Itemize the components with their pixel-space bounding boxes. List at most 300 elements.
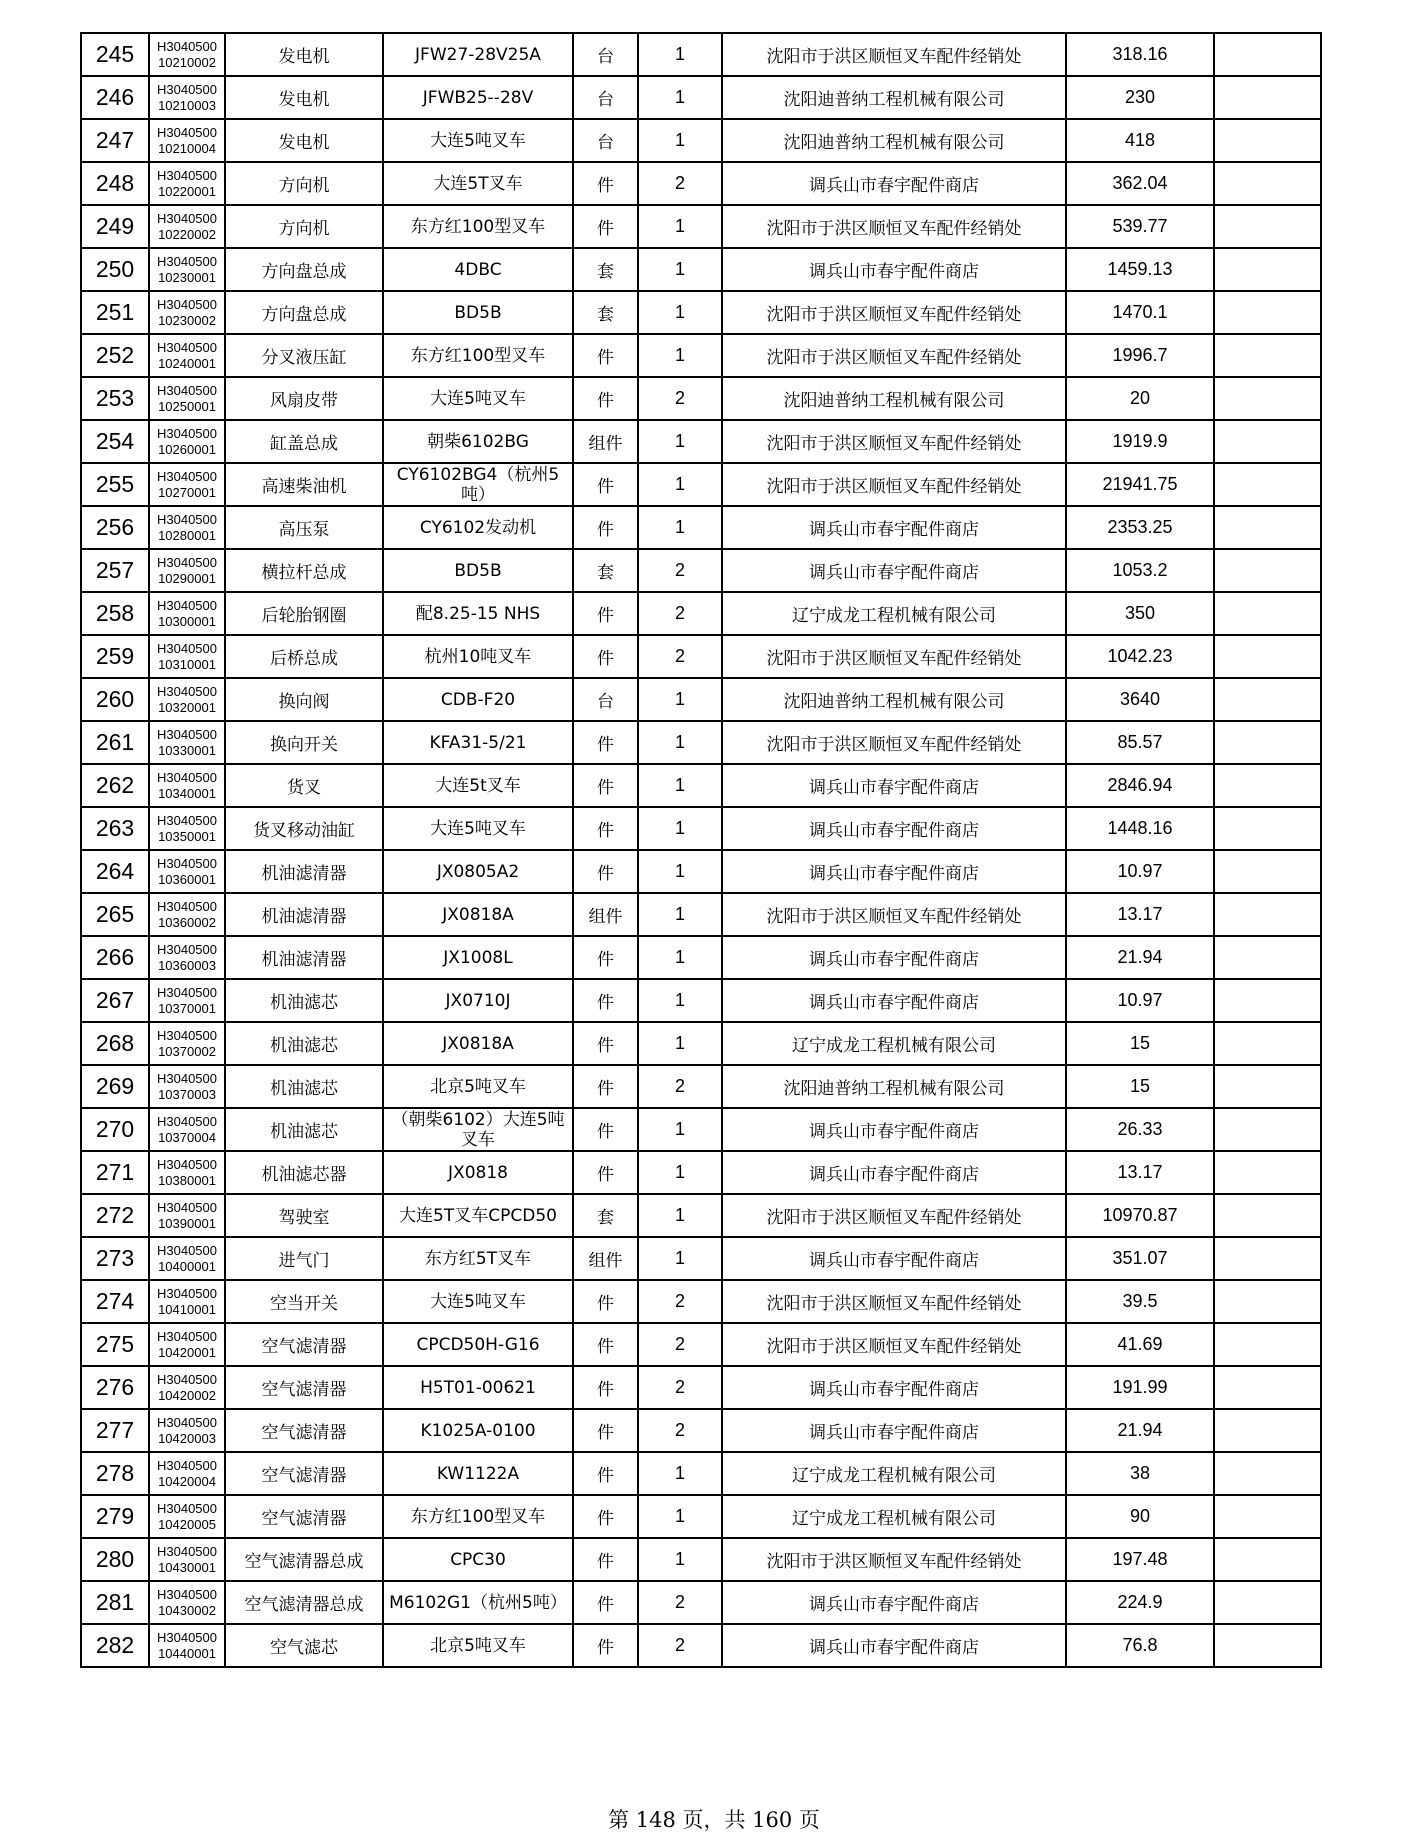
material-code-line1: H3040500 [157, 38, 217, 54]
material-code-line2: 10370003 [158, 1086, 216, 1102]
note-cell [1214, 377, 1321, 420]
unit-cell: 件 [573, 1022, 638, 1065]
row-number-cell: 269 [81, 1065, 149, 1108]
price-cell: 1919.9 [1066, 420, 1214, 463]
material-code-line2: 10400001 [158, 1258, 216, 1274]
part-name-cell: 换向开关 [225, 721, 383, 764]
note-cell [1214, 807, 1321, 850]
part-name-cell: 风扇皮带 [225, 377, 383, 420]
unit-cell: 台 [573, 678, 638, 721]
row-number-cell: 257 [81, 549, 149, 592]
unit-cell: 件 [573, 721, 638, 764]
material-code-line1: H3040500 [157, 124, 217, 140]
row-number-cell: 255 [81, 463, 149, 506]
table-row [81, 592, 1321, 635]
row-number-cell: 282 [81, 1624, 149, 1667]
row-number-cell: 258 [81, 592, 149, 635]
unit-cell: 件 [573, 592, 638, 635]
table-row [81, 936, 1321, 979]
table-row [81, 1409, 1321, 1452]
part-model-cell: KW1122A [383, 1452, 573, 1495]
table-row [81, 764, 1321, 807]
material-code-line2: 10360003 [158, 957, 216, 973]
table-row [81, 119, 1321, 162]
note-cell [1214, 1108, 1321, 1151]
material-code-cell [149, 635, 225, 678]
supplier-cell: 辽宁成龙工程机械有限公司 [722, 1495, 1066, 1538]
table-row [81, 1624, 1321, 1667]
supplier-cell: 沈阳市于洪区顺恒叉车配件经销处 [722, 291, 1066, 334]
quantity-cell: 2 [638, 635, 722, 678]
price-cell: 21.94 [1066, 1409, 1214, 1452]
part-model-cell: 大连5t叉车 [383, 764, 573, 807]
note-cell [1214, 1624, 1321, 1667]
row-number-cell: 268 [81, 1022, 149, 1065]
quantity-cell: 1 [638, 721, 722, 764]
note-cell [1214, 506, 1321, 549]
part-model-cell: JX0818A [383, 1022, 573, 1065]
part-name-cell: 高压泵 [225, 506, 383, 549]
part-model-cell: 北京5吨叉车 [383, 1624, 573, 1667]
supplier-cell: 调兵山市春宇配件商店 [722, 248, 1066, 291]
material-code-line2: 10420003 [158, 1430, 216, 1446]
material-code-line2: 10240001 [158, 355, 216, 371]
material-code-line2: 10430001 [158, 1559, 216, 1575]
material-code-cell [149, 463, 225, 506]
part-model-cell: CY6102BG4（杭州5吨） [383, 463, 573, 506]
material-code-line1: H3040500 [157, 210, 217, 226]
unit-cell: 组件 [573, 1237, 638, 1280]
material-code-line1: H3040500 [157, 339, 217, 355]
price-cell: 1448.16 [1066, 807, 1214, 850]
material-code-line1: H3040500 [157, 1328, 217, 1344]
table-row [81, 506, 1321, 549]
table-row [81, 1495, 1321, 1538]
part-model-cell: 大连5吨叉车 [383, 1280, 573, 1323]
material-code-line1: H3040500 [157, 1543, 217, 1559]
supplier-cell: 沈阳市于洪区顺恒叉车配件经销处 [722, 334, 1066, 377]
table-row [81, 463, 1321, 506]
supplier-cell: 沈阳市于洪区顺恒叉车配件经销处 [722, 1538, 1066, 1581]
quantity-cell: 1 [638, 936, 722, 979]
material-code-line2: 10210002 [158, 54, 216, 70]
table-row [81, 979, 1321, 1022]
table-row [81, 1581, 1321, 1624]
part-model-cell: JX1008L [383, 936, 573, 979]
table-row [81, 549, 1321, 592]
price-cell: 39.5 [1066, 1280, 1214, 1323]
table-row [81, 377, 1321, 420]
material-code-line2: 10370004 [158, 1129, 216, 1145]
material-code-cell [149, 1022, 225, 1065]
supplier-cell: 调兵山市春宇配件商店 [722, 1108, 1066, 1151]
supplier-cell: 调兵山市春宇配件商店 [722, 162, 1066, 205]
part-model-cell: 东方红100型叉车 [383, 1495, 573, 1538]
row-number-cell: 281 [81, 1581, 149, 1624]
part-model-cell: M6102G1（杭州5吨） [383, 1581, 573, 1624]
parts-table [80, 32, 1322, 1668]
quantity-cell: 1 [638, 1495, 722, 1538]
material-code-cell [149, 1108, 225, 1151]
material-code-cell [149, 1452, 225, 1495]
part-model-cell: 大连5T叉车 [383, 162, 573, 205]
material-code-line1: H3040500 [157, 253, 217, 269]
part-model-cell: （朝柴6102）大连5吨叉车 [383, 1108, 573, 1151]
material-code-cell [149, 1065, 225, 1108]
quantity-cell: 2 [638, 592, 722, 635]
part-name-cell: 方向盘总成 [225, 248, 383, 291]
price-cell: 21941.75 [1066, 463, 1214, 506]
supplier-cell: 沈阳市于洪区顺恒叉车配件经销处 [722, 1194, 1066, 1237]
material-code-cell [149, 377, 225, 420]
material-code-line1: H3040500 [157, 1285, 217, 1301]
material-code-cell [149, 1194, 225, 1237]
material-code-cell [149, 850, 225, 893]
material-code-line2: 10330001 [158, 742, 216, 758]
part-name-cell: 后桥总成 [225, 635, 383, 678]
supplier-cell: 沈阳迪普纳工程机械有限公司 [722, 1065, 1066, 1108]
material-code-cell [149, 1323, 225, 1366]
material-code-line2: 10420002 [158, 1387, 216, 1403]
material-code-line2: 10420001 [158, 1344, 216, 1360]
material-code-line2: 10310001 [158, 656, 216, 672]
unit-cell: 件 [573, 764, 638, 807]
note-cell [1214, 979, 1321, 1022]
table-row [81, 420, 1321, 463]
supplier-cell: 调兵山市春宇配件商店 [722, 1409, 1066, 1452]
note-cell [1214, 678, 1321, 721]
part-model-cell: JFW27-28V25A [383, 33, 573, 76]
material-code-line1: H3040500 [157, 1371, 217, 1387]
row-number-cell: 261 [81, 721, 149, 764]
table-row [81, 893, 1321, 936]
part-name-cell: 空气滤清器总成 [225, 1581, 383, 1624]
material-code-cell [149, 291, 225, 334]
part-model-cell: 大连5吨叉车 [383, 119, 573, 162]
note-cell [1214, 119, 1321, 162]
price-cell: 13.17 [1066, 1151, 1214, 1194]
quantity-cell: 1 [638, 764, 722, 807]
table-row [81, 1065, 1321, 1108]
note-cell [1214, 850, 1321, 893]
part-model-cell: 大连5吨叉车 [383, 377, 573, 420]
material-code-cell [149, 420, 225, 463]
unit-cell: 套 [573, 549, 638, 592]
material-code-line1: H3040500 [157, 726, 217, 742]
table-row [81, 162, 1321, 205]
supplier-cell: 沈阳市于洪区顺恒叉车配件经销处 [722, 1280, 1066, 1323]
price-cell: 1042.23 [1066, 635, 1214, 678]
part-name-cell: 方向机 [225, 205, 383, 248]
row-number-cell: 275 [81, 1323, 149, 1366]
supplier-cell: 沈阳市于洪区顺恒叉车配件经销处 [722, 635, 1066, 678]
price-cell: 20 [1066, 377, 1214, 420]
note-cell [1214, 334, 1321, 377]
part-name-cell: 货叉 [225, 764, 383, 807]
quantity-cell: 2 [638, 1065, 722, 1108]
part-name-cell: 空气滤清器总成 [225, 1538, 383, 1581]
price-cell: 76.8 [1066, 1624, 1214, 1667]
material-code-cell [149, 807, 225, 850]
row-number-cell: 260 [81, 678, 149, 721]
note-cell [1214, 549, 1321, 592]
supplier-cell: 沈阳迪普纳工程机械有限公司 [722, 377, 1066, 420]
material-code-cell [149, 936, 225, 979]
supplier-cell: 调兵山市春宇配件商店 [722, 1237, 1066, 1280]
material-code-cell [149, 592, 225, 635]
supplier-cell: 辽宁成龙工程机械有限公司 [722, 592, 1066, 635]
part-name-cell: 方向盘总成 [225, 291, 383, 334]
part-name-cell: 机油滤芯器 [225, 1151, 383, 1194]
material-code-line2: 10370001 [158, 1000, 216, 1016]
row-number-cell: 250 [81, 248, 149, 291]
note-cell [1214, 1280, 1321, 1323]
supplier-cell: 沈阳市于洪区顺恒叉车配件经销处 [722, 1323, 1066, 1366]
quantity-cell: 1 [638, 76, 722, 119]
material-code-cell [149, 334, 225, 377]
part-name-cell: 后轮胎钢圈 [225, 592, 383, 635]
table-row [81, 1280, 1321, 1323]
material-code-line1: H3040500 [157, 597, 217, 613]
price-cell: 15 [1066, 1065, 1214, 1108]
table-row [81, 1151, 1321, 1194]
price-cell: 10970.87 [1066, 1194, 1214, 1237]
material-code-cell [149, 205, 225, 248]
material-code-line2: 10320001 [158, 699, 216, 715]
material-code-line1: H3040500 [157, 81, 217, 97]
price-cell: 1996.7 [1066, 334, 1214, 377]
material-code-line2: 10380001 [158, 1172, 216, 1188]
material-code-cell [149, 1409, 225, 1452]
note-cell [1214, 592, 1321, 635]
row-number-cell: 277 [81, 1409, 149, 1452]
note-cell [1214, 420, 1321, 463]
part-name-cell: 发电机 [225, 33, 383, 76]
price-cell: 351.07 [1066, 1237, 1214, 1280]
supplier-cell: 调兵山市春宇配件商店 [722, 549, 1066, 592]
unit-cell: 件 [573, 1624, 638, 1667]
material-code-line1: H3040500 [157, 984, 217, 1000]
material-code-line2: 10260001 [158, 441, 216, 457]
part-model-cell: 配8.25-15 NHS [383, 592, 573, 635]
quantity-cell: 2 [638, 1366, 722, 1409]
supplier-cell: 调兵山市春宇配件商店 [722, 1581, 1066, 1624]
price-cell: 362.04 [1066, 162, 1214, 205]
row-number-cell: 249 [81, 205, 149, 248]
row-number-cell: 254 [81, 420, 149, 463]
quantity-cell: 1 [638, 850, 722, 893]
page-footer: 第 148 页，共 160 页 [608, 1808, 820, 1832]
part-name-cell: 空气滤清器 [225, 1323, 383, 1366]
row-number-cell: 253 [81, 377, 149, 420]
price-cell: 15 [1066, 1022, 1214, 1065]
price-cell: 10.97 [1066, 850, 1214, 893]
price-cell: 90 [1066, 1495, 1214, 1538]
quantity-cell: 2 [638, 162, 722, 205]
unit-cell: 台 [573, 76, 638, 119]
quantity-cell: 2 [638, 1409, 722, 1452]
quantity-cell: 1 [638, 1108, 722, 1151]
table-row [81, 76, 1321, 119]
quantity-cell: 1 [638, 893, 722, 936]
table-row [81, 205, 1321, 248]
price-cell: 418 [1066, 119, 1214, 162]
row-number-cell: 252 [81, 334, 149, 377]
part-name-cell: 机油滤清器 [225, 936, 383, 979]
table-row [81, 291, 1321, 334]
unit-cell: 件 [573, 1065, 638, 1108]
unit-cell: 件 [573, 1581, 638, 1624]
material-code-cell [149, 1366, 225, 1409]
table-row [81, 1022, 1321, 1065]
unit-cell: 件 [573, 1151, 638, 1194]
part-model-cell: 北京5吨叉车 [383, 1065, 573, 1108]
unit-cell: 件 [573, 1409, 638, 1452]
quantity-cell: 1 [638, 334, 722, 377]
part-name-cell: 空气滤清器 [225, 1409, 383, 1452]
material-code-line1: H3040500 [157, 468, 217, 484]
note-cell [1214, 33, 1321, 76]
part-model-cell: 大连5吨叉车 [383, 807, 573, 850]
note-cell [1214, 936, 1321, 979]
material-code-cell [149, 248, 225, 291]
price-cell: 197.48 [1066, 1538, 1214, 1581]
price-cell: 2846.94 [1066, 764, 1214, 807]
quantity-cell: 1 [638, 1194, 722, 1237]
material-code-line1: H3040500 [157, 1414, 217, 1430]
price-cell: 3640 [1066, 678, 1214, 721]
quantity-cell: 1 [638, 1022, 722, 1065]
note-cell [1214, 1151, 1321, 1194]
material-code-cell [149, 162, 225, 205]
part-name-cell: 高速柴油机 [225, 463, 383, 506]
unit-cell: 件 [573, 506, 638, 549]
price-cell: 21.94 [1066, 936, 1214, 979]
row-number-cell: 270 [81, 1108, 149, 1151]
row-number-cell: 279 [81, 1495, 149, 1538]
note-cell [1214, 1409, 1321, 1452]
material-code-cell [149, 1624, 225, 1667]
part-model-cell: JX0805A2 [383, 850, 573, 893]
price-cell: 1470.1 [1066, 291, 1214, 334]
row-number-cell: 267 [81, 979, 149, 1022]
supplier-cell: 沈阳市于洪区顺恒叉车配件经销处 [722, 33, 1066, 76]
unit-cell: 件 [573, 1452, 638, 1495]
row-number-cell: 274 [81, 1280, 149, 1323]
row-number-cell: 264 [81, 850, 149, 893]
material-code-cell [149, 721, 225, 764]
part-name-cell: 横拉杆总成 [225, 549, 383, 592]
note-cell [1214, 1366, 1321, 1409]
quantity-cell: 2 [638, 1323, 722, 1366]
part-name-cell: 进气门 [225, 1237, 383, 1280]
supplier-cell: 调兵山市春宇配件商店 [722, 1151, 1066, 1194]
part-model-cell: CPC30 [383, 1538, 573, 1581]
supplier-cell: 调兵山市春宇配件商店 [722, 807, 1066, 850]
unit-cell: 件 [573, 936, 638, 979]
material-code-line1: H3040500 [157, 1500, 217, 1516]
supplier-cell: 沈阳迪普纳工程机械有限公司 [722, 76, 1066, 119]
price-cell: 85.57 [1066, 721, 1214, 764]
unit-cell: 件 [573, 334, 638, 377]
note-cell [1214, 764, 1321, 807]
supplier-cell: 调兵山市春宇配件商店 [722, 506, 1066, 549]
material-code-line2: 10210004 [158, 140, 216, 156]
table-row [81, 678, 1321, 721]
table-row [81, 334, 1321, 377]
unit-cell: 件 [573, 1366, 638, 1409]
row-number-cell: 266 [81, 936, 149, 979]
supplier-cell: 辽宁成龙工程机械有限公司 [722, 1452, 1066, 1495]
unit-cell: 件 [573, 377, 638, 420]
quantity-cell: 1 [638, 1538, 722, 1581]
unit-cell: 台 [573, 119, 638, 162]
part-name-cell: 发电机 [225, 76, 383, 119]
supplier-cell: 沈阳市于洪区顺恒叉车配件经销处 [722, 721, 1066, 764]
material-code-line1: H3040500 [157, 1027, 217, 1043]
part-model-cell: KFA31-5/21 [383, 721, 573, 764]
row-number-cell: 265 [81, 893, 149, 936]
part-name-cell: 机油滤芯 [225, 1022, 383, 1065]
material-code-line2: 10370002 [158, 1043, 216, 1059]
part-name-cell: 缸盖总成 [225, 420, 383, 463]
price-cell: 38 [1066, 1452, 1214, 1495]
table-row [81, 248, 1321, 291]
material-code-line1: H3040500 [157, 1629, 217, 1645]
material-code-line1: H3040500 [157, 769, 217, 785]
part-model-cell: K1025A-0100 [383, 1409, 573, 1452]
note-cell [1214, 205, 1321, 248]
supplier-cell: 沈阳市于洪区顺恒叉车配件经销处 [722, 205, 1066, 248]
material-code-line1: H3040500 [157, 640, 217, 656]
unit-cell: 套 [573, 291, 638, 334]
material-code-line2: 10410001 [158, 1301, 216, 1317]
quantity-cell: 1 [638, 463, 722, 506]
material-code-line1: H3040500 [157, 812, 217, 828]
unit-cell: 件 [573, 850, 638, 893]
table-row [81, 721, 1321, 764]
unit-cell: 件 [573, 205, 638, 248]
part-model-cell: BD5B [383, 549, 573, 592]
table-row [81, 33, 1321, 76]
material-code-line1: H3040500 [157, 1113, 217, 1129]
price-cell: 539.77 [1066, 205, 1214, 248]
supplier-cell: 调兵山市春宇配件商店 [722, 850, 1066, 893]
quantity-cell: 1 [638, 979, 722, 1022]
material-code-line2: 10430002 [158, 1602, 216, 1618]
unit-cell: 台 [573, 33, 638, 76]
part-name-cell: 空气滤清器 [225, 1366, 383, 1409]
part-name-cell: 空气滤清器 [225, 1495, 383, 1538]
material-code-cell [149, 1280, 225, 1323]
part-name-cell: 机油滤芯 [225, 1065, 383, 1108]
row-number-cell: 248 [81, 162, 149, 205]
unit-cell: 件 [573, 162, 638, 205]
material-code-line1: H3040500 [157, 425, 217, 441]
supplier-cell: 调兵山市春宇配件商店 [722, 764, 1066, 807]
part-name-cell: 机油滤芯 [225, 979, 383, 1022]
row-number-cell: 263 [81, 807, 149, 850]
material-code-line2: 10210003 [158, 97, 216, 113]
supplier-cell: 调兵山市春宇配件商店 [722, 979, 1066, 1022]
part-model-cell: 东方红100型叉车 [383, 205, 573, 248]
material-code-cell [149, 1237, 225, 1280]
quantity-cell: 2 [638, 1581, 722, 1624]
table-row [81, 1237, 1321, 1280]
part-name-cell: 货叉移动油缸 [225, 807, 383, 850]
price-cell: 191.99 [1066, 1366, 1214, 1409]
row-number-cell: 259 [81, 635, 149, 678]
